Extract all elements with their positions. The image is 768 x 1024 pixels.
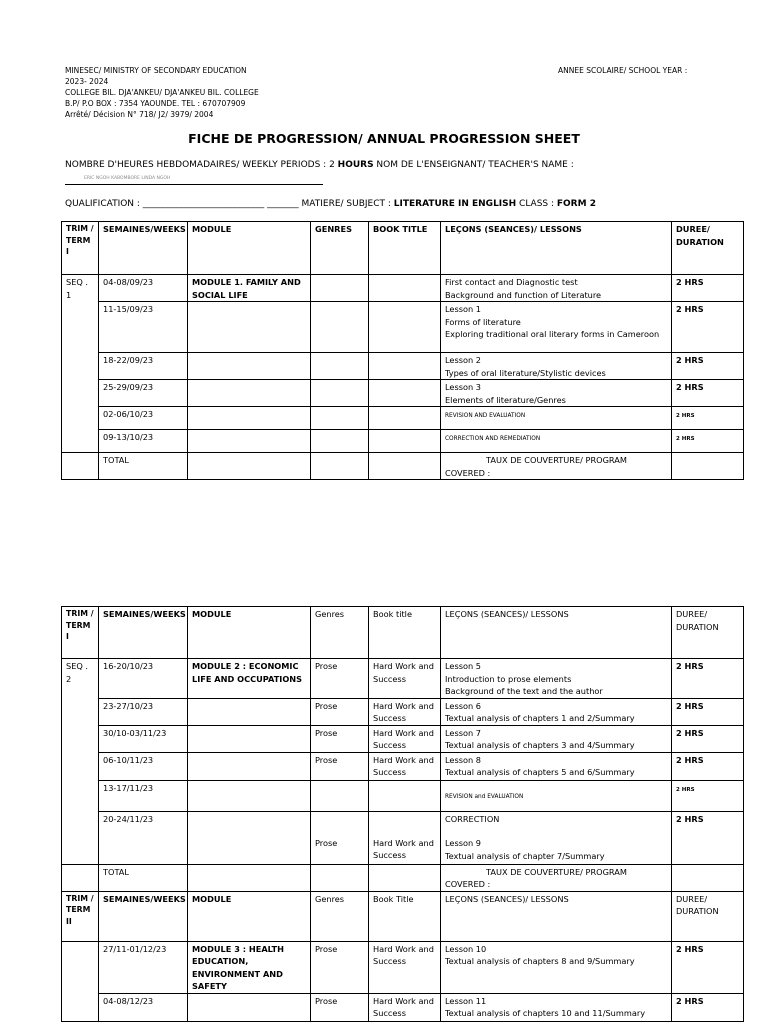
header-module: MODULE	[188, 891, 311, 941]
table-row	[62, 811, 744, 864]
module-cell	[188, 353, 311, 380]
genre-cell: Prose	[311, 941, 369, 993]
lesson-line: Lesson 9	[445, 838, 481, 848]
qualification-line	[65, 199, 596, 209]
lesson-cell	[441, 430, 672, 453]
lesson-cell	[441, 780, 672, 811]
empty-cell	[62, 941, 99, 1021]
lesson-line: REVISION and EVALUATION	[445, 793, 524, 800]
header-duration: DUREE/ DURATION	[672, 222, 744, 275]
lesson-line: Background and function of Literature	[445, 289, 602, 300]
progression-table-seq2	[61, 606, 744, 1022]
teacher-label: NOM DE L'ENSEIGNANT/ TEACHER'S NAME :	[373, 160, 574, 170]
header-module: MODULE	[188, 222, 311, 275]
header-genres: Genres	[311, 891, 369, 941]
lesson-line: Elements of literature/Genres	[445, 394, 566, 405]
total-label: TOTAL	[99, 453, 188, 480]
duration-value: 2 HRS	[676, 786, 695, 793]
book-cell: Hard Work and Success	[369, 659, 441, 699]
book-cell	[369, 453, 441, 480]
book-cell	[369, 380, 441, 407]
module-cell	[188, 993, 311, 1021]
empty-cell	[62, 864, 99, 891]
genre-cell: Prose	[311, 659, 369, 699]
periods-label: NOMBRE D'HEURES HEBDOMADAIRES/ WEEKLY PERIODS : 2	[65, 160, 338, 170]
table-header-row	[62, 222, 744, 275]
table-row	[62, 752, 744, 780]
lesson-cell	[441, 698, 672, 725]
header-lessons: LEÇONS (SEANCES)/ LESSONS	[441, 607, 672, 659]
module-cell	[188, 864, 311, 891]
book-cell	[369, 302, 441, 353]
lesson-cell	[441, 380, 672, 407]
lesson-line: REVISION AND EVALUATION	[445, 413, 526, 419]
lesson-cell	[441, 407, 672, 430]
table-header-row	[62, 891, 744, 941]
year-line: 2023- 2024	[65, 77, 109, 86]
lesson-cell	[441, 275, 672, 302]
header-book-title: BOOK TITLE	[369, 222, 441, 275]
table-row	[62, 353, 744, 380]
seq-label: SEQ . 2	[62, 659, 99, 865]
header-genres: Genres	[311, 607, 369, 659]
header-book-title: Book title	[369, 607, 441, 659]
genre-cell: Prose	[311, 698, 369, 725]
book-cell: Hard Work and Success	[369, 725, 441, 752]
lesson-cell	[441, 725, 672, 752]
table-header-row	[62, 607, 744, 659]
lesson-line: Lesson 1	[445, 304, 481, 314]
duration-cell: 2 HRS	[672, 302, 744, 353]
coverage-label-2: COVERED :	[445, 467, 491, 478]
ministry-line: MINESEC/ MINISTRY OF SECONDARY EDUCATION	[65, 66, 247, 75]
header-weeks: SEMAINES/WEEKS	[99, 891, 188, 941]
lesson-line: Lesson 7	[445, 727, 481, 738]
module-cell	[188, 380, 311, 407]
book-cell: Hard Work and Success	[369, 811, 441, 864]
weeks-cell: 30/10-03/11/23	[99, 725, 188, 752]
weeks-cell: 06-10/11/23	[99, 752, 188, 780]
lesson-line: Textual analysis of chapters 3 and 4/Summary	[445, 740, 635, 750]
coverage-label: TAUX DE COUVERTURE/ PROGRAM	[486, 866, 627, 877]
header-module: MODULE	[188, 607, 311, 659]
duration-cell	[672, 407, 744, 430]
decision-line: Arrêté/ Décision N° 718/ J2/ 3979/ 2004	[65, 110, 214, 119]
subject-value: LITERATURE IN ENGLISH	[393, 199, 517, 209]
genre-cell	[311, 864, 369, 891]
lesson-cell	[441, 302, 672, 353]
module-cell	[188, 725, 311, 752]
book-cell	[369, 780, 441, 811]
module-cell: MODULE 3 : HEALTH EDUCATION, ENVIRONMENT AND SAFETY	[188, 941, 311, 993]
duration-cell: 2 HRS	[672, 275, 744, 302]
weeks-cell: 18-22/09/23	[99, 353, 188, 380]
lesson-line: Forms of literature	[445, 316, 521, 327]
duration-cell	[672, 780, 744, 811]
lesson-line: CORRECTION	[445, 813, 500, 824]
book-cell	[369, 430, 441, 453]
table-row	[62, 941, 744, 993]
genre-cell	[311, 302, 369, 353]
module-cell: MODULE 2 : ECONOMIC LIFE AND OCCUPATIONS	[188, 659, 311, 699]
total-label: TOTAL	[99, 864, 188, 891]
periods-teacher-line	[65, 160, 574, 170]
duration-cell: 2 HRS	[672, 725, 744, 752]
class-value: FORM 2	[556, 199, 596, 209]
header-trim: TRIM / TERM I	[62, 222, 99, 275]
genre-cell: Prose	[311, 752, 369, 780]
module-cell	[188, 780, 311, 811]
duration-cell	[672, 864, 744, 891]
class-label: CLASS :	[516, 199, 557, 209]
header-trim: TRIM / TERM I	[62, 607, 99, 659]
genre-cell	[311, 380, 369, 407]
header-lessons: LEÇONS (SEANCES)/ LESSONS	[441, 891, 672, 941]
school-year-label: ANNEE SCOLAIRE/ SCHOOL YEAR :	[558, 66, 688, 75]
empty-cell	[62, 453, 99, 480]
module-cell	[188, 453, 311, 480]
book-cell	[369, 353, 441, 380]
coverage-cell	[441, 864, 672, 891]
lesson-line: CORRECTION AND REMEDIATION	[445, 436, 541, 442]
lesson-cell	[441, 811, 672, 864]
duration-value: 2 HRS	[676, 436, 695, 442]
teacher-underline	[65, 184, 323, 185]
weeks-cell: 25-29/09/23	[99, 380, 188, 407]
lesson-line: Lesson 11	[445, 995, 487, 1006]
lesson-cell	[441, 993, 672, 1021]
progression-table-seq1	[61, 221, 744, 480]
coverage-label: TAUX DE COUVERTURE/ PROGRAM	[486, 455, 627, 465]
module-cell: MODULE 1. FAMILY AND SOCIAL LIFE	[188, 275, 311, 302]
book-cell: Hard Work and Success	[369, 698, 441, 725]
table-row	[62, 993, 744, 1021]
lesson-line: Lesson 6	[445, 700, 481, 711]
lesson-line: First contact and Diagnostic test	[445, 277, 578, 287]
lesson-line: Background of the text and the author	[445, 686, 603, 696]
lesson-line: Textual analysis of chapters 10 and 11/Summary	[445, 1008, 646, 1018]
duration-cell: 2 HRS	[672, 752, 744, 780]
module-cell	[188, 698, 311, 725]
weeks-cell: 02-06/10/23	[99, 407, 188, 430]
table-row	[62, 780, 744, 811]
header-lessons: LEÇONS (SEANCES)/ LESSONS	[441, 222, 672, 275]
module-cell	[188, 811, 311, 864]
table-row	[62, 302, 744, 353]
book-cell: Hard Work and Success	[369, 941, 441, 993]
table-row	[62, 725, 744, 752]
genre-cell	[311, 453, 369, 480]
weeks-cell: 27/11-01/12/23	[99, 941, 188, 993]
duration-cell: 2 HRS	[672, 941, 744, 993]
book-cell	[369, 864, 441, 891]
lesson-line: Types of oral literature/Stylistic devices	[445, 367, 606, 378]
duration-cell: 2 HRS	[672, 993, 744, 1021]
periods-hours: HOURS	[337, 160, 374, 170]
duration-cell: 2 HRS	[672, 811, 744, 864]
genre-cell	[311, 407, 369, 430]
table-row	[62, 659, 744, 699]
header-weeks: SEMAINES/WEEKS	[99, 222, 188, 275]
genre-cell: Prose	[311, 811, 369, 864]
lesson-line: Textual analysis of chapters 1 and 2/Summary	[445, 713, 635, 723]
weeks-cell: 16-20/10/23	[99, 659, 188, 699]
duration-value: 2 HRS	[676, 413, 695, 419]
lesson-line: Lesson 2	[445, 355, 481, 365]
duration-cell: 2 HRS	[672, 380, 744, 407]
genre-cell	[311, 275, 369, 302]
address-line: B.P/ P.O BOX : 7354 YAOUNDE. TEL : 670707909	[65, 99, 246, 108]
table-row	[62, 698, 744, 725]
lesson-cell	[441, 941, 672, 993]
weeks-cell: 09-13/10/23	[99, 430, 188, 453]
weeks-cell: 20-24/11/23	[99, 811, 188, 864]
header-duration: DUREE/ DURATION	[672, 891, 744, 941]
coverage-label-2: COVERED :	[445, 879, 491, 889]
lesson-line: Textual analysis of chapters 5 and 6/Summary	[445, 767, 635, 777]
seq-label: SEQ . 1	[62, 275, 99, 453]
module-cell	[188, 430, 311, 453]
header-genres: GENRES	[311, 222, 369, 275]
duration-cell	[672, 453, 744, 480]
table-row	[62, 275, 744, 302]
lesson-cell	[441, 353, 672, 380]
book-cell: Hard Work and Success	[369, 993, 441, 1021]
header-weeks: SEMAINES/WEEKS	[99, 607, 188, 659]
module-cell	[188, 302, 311, 353]
lesson-cell	[441, 752, 672, 780]
duration-cell	[672, 430, 744, 453]
module-cell	[188, 407, 311, 430]
genre-cell	[311, 430, 369, 453]
duration-cell: 2 HRS	[672, 698, 744, 725]
college-line: COLLEGE BIL. DJA'ANKEU/ DJA'ANKEU BIL. COLLEGE	[65, 88, 259, 97]
lesson-line: Lesson 8	[445, 754, 481, 765]
genre-cell	[311, 780, 369, 811]
module-cell	[188, 752, 311, 780]
table-row	[62, 380, 744, 407]
total-row	[62, 864, 744, 891]
coverage-cell	[441, 453, 672, 480]
header-duration: DUREE/ DURATION	[672, 607, 744, 659]
qualification-label: QUALIFICATION : ___________________________ _______ MATIERE/ SUBJECT :	[65, 199, 394, 209]
lesson-line: Textual analysis of chapters 8 and 9/Summary	[445, 956, 635, 966]
weeks-cell: 23-27/10/23	[99, 698, 188, 725]
duration-cell: 2 HRS	[672, 353, 744, 380]
lesson-line: Lesson 5	[445, 661, 481, 671]
duration-cell: 2 HRS	[672, 659, 744, 699]
teacher-name-faint: ERIC NGOH KABOMBORE LINDA NGOH	[84, 176, 171, 181]
weeks-cell: 04-08/12/23	[99, 993, 188, 1021]
weeks-cell: 11-15/09/23	[99, 302, 188, 353]
lesson-line: Lesson 3	[445, 382, 481, 392]
header-trim: TRIM / TERM II	[62, 891, 99, 941]
genre-cell	[311, 353, 369, 380]
genre-cell: Prose	[311, 725, 369, 752]
book-cell	[369, 275, 441, 302]
lesson-line: Introduction to prose elements	[445, 673, 572, 684]
table-row	[62, 430, 744, 453]
weeks-cell: 13-17/11/23	[99, 780, 188, 811]
book-cell	[369, 407, 441, 430]
total-row	[62, 453, 744, 480]
lesson-cell	[441, 659, 672, 699]
header-book-title: Book Title	[369, 891, 441, 941]
table-row	[62, 407, 744, 430]
lesson-line: Textual analysis of chapter 7/Summary	[445, 850, 605, 861]
weeks-cell: 04-08/09/23	[99, 275, 188, 302]
lesson-line: Exploring traditional oral literary forms in Cameroon	[445, 329, 660, 339]
book-cell: Hard Work and Success	[369, 752, 441, 780]
genre-cell: Prose	[311, 993, 369, 1021]
page-title: FICHE DE PROGRESSION/ ANNUAL PROGRESSION SHEET	[188, 131, 580, 146]
lesson-line: Lesson 10	[445, 943, 487, 954]
